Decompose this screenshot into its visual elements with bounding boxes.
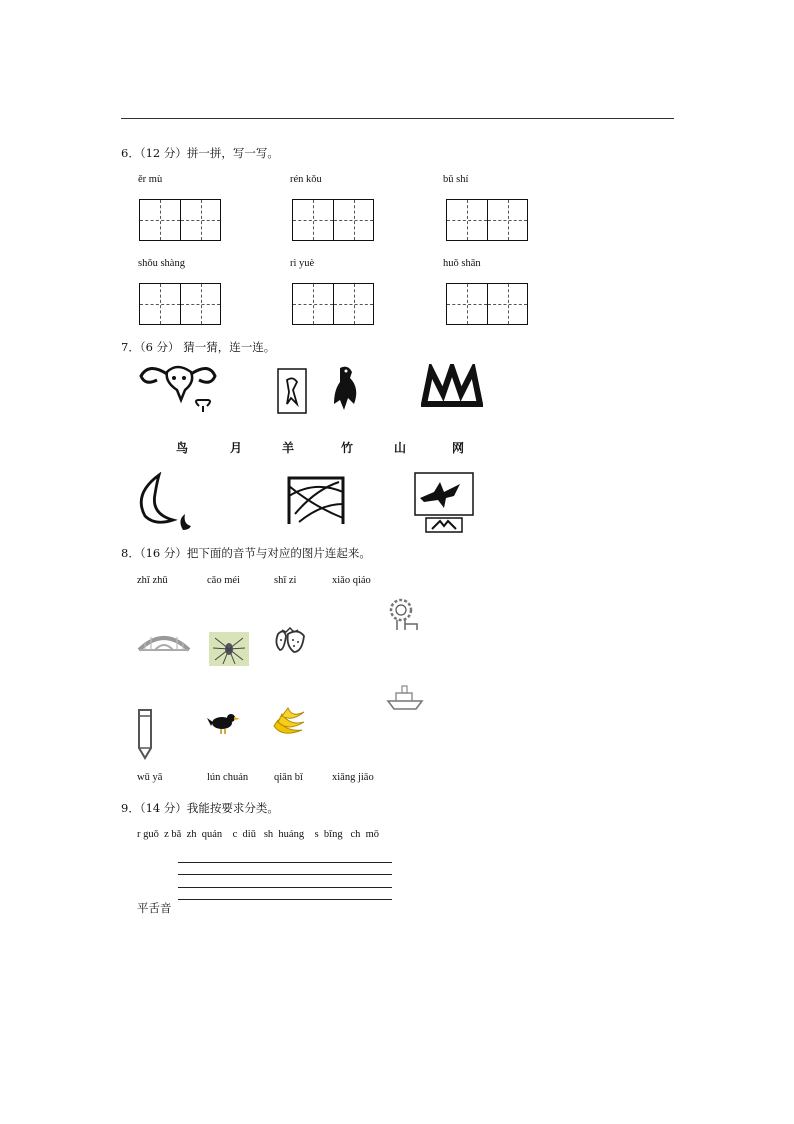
q8-syllable-bridge[interactable]: xiǎo qiáo [332, 575, 371, 586]
bridge-picture-icon[interactable] [137, 628, 191, 654]
pencil-picture-icon[interactable] [135, 706, 155, 760]
strawberry-picture-icon[interactable] [274, 626, 308, 656]
lion-picture-icon[interactable] [385, 596, 421, 634]
q6-pinyin-6: huǒ shān [443, 258, 481, 269]
ancient-bird-mountain-seal-icon[interactable] [414, 472, 474, 534]
q8-syllable-pencil[interactable]: qiān bǐ [274, 772, 303, 783]
q7-title: 7．（6 分） 猜一猜，连一连。 [121, 340, 276, 354]
q9-answer-line-4[interactable] [178, 899, 392, 900]
ancient-moon-glyph-icon[interactable] [133, 472, 199, 532]
crow-picture-icon[interactable] [207, 710, 241, 736]
q6-pinyin-5: rì yuè [290, 258, 315, 269]
q6-writing-grid-5[interactable] [292, 283, 374, 325]
q6-writing-grid-1[interactable] [139, 199, 221, 241]
q9-answer-line-1[interactable] [178, 862, 392, 863]
q8-syllable-banana[interactable]: xiāng jiāo [332, 772, 374, 783]
q8-syllable-spider[interactable]: zhī zhū [137, 575, 168, 586]
q6-pinyin-1: ěr mù [138, 174, 163, 185]
q6-writing-grid-2[interactable] [292, 199, 374, 241]
ancient-bird-glyph-icon[interactable] [330, 362, 362, 418]
q6-writing-grid-3[interactable] [446, 199, 528, 241]
q8-syllable-lion[interactable]: shī zi [274, 575, 297, 586]
q8-syllable-crow[interactable]: wū yā [137, 772, 163, 783]
q7-char-moon[interactable]: 月 [230, 441, 243, 455]
q8-syllable-ship[interactable]: lún chuán [207, 772, 249, 783]
ancient-net-glyph-icon[interactable] [285, 474, 347, 526]
q6-writing-grid-6[interactable] [446, 283, 528, 325]
q7-char-net[interactable]: 网 [452, 441, 465, 455]
banana-picture-icon[interactable] [272, 706, 308, 738]
q9-title: 9．（14 分）我能按要求分类。 [121, 801, 279, 815]
ancient-bird-seal-icon[interactable] [277, 368, 307, 414]
ancient-mountain-glyph-icon[interactable] [421, 364, 483, 408]
q8-syllable-strawberry[interactable]: cǎo méi [207, 575, 240, 586]
q6-title: 6．（12 分）拼一拼，写一写。 [121, 146, 279, 160]
q6-pinyin-4: shǒu shàng [138, 258, 185, 269]
q9-syllable-list: r guǒ z bǎ zh quán c diū sh huáng s bīng ch mō [137, 829, 380, 840]
q7-char-bamboo[interactable]: 竹 [341, 441, 354, 455]
q7-char-sheep[interactable]: 羊 [282, 441, 295, 455]
ship-picture-icon[interactable] [386, 683, 424, 711]
q9-category-label: 平舌音 [137, 901, 172, 915]
q9-answer-line-3[interactable] [178, 887, 392, 888]
q8-title: 8．（16 分）把下面的音节与对应的图片连起来。 [121, 546, 371, 560]
q6-writing-grid-4[interactable] [139, 283, 221, 325]
top-rule [121, 118, 674, 119]
spider-picture-icon[interactable] [209, 632, 249, 666]
ancient-sheep-glyph-icon[interactable] [137, 360, 225, 418]
q6-pinyin-3: bǔ shí [443, 174, 469, 185]
q9-answer-line-2[interactable] [178, 874, 392, 875]
q7-char-mountain[interactable]: 山 [394, 441, 407, 455]
q6-pinyin-2: rén kǒu [290, 174, 322, 185]
q7-char-bird[interactable]: 鸟 [176, 441, 189, 455]
